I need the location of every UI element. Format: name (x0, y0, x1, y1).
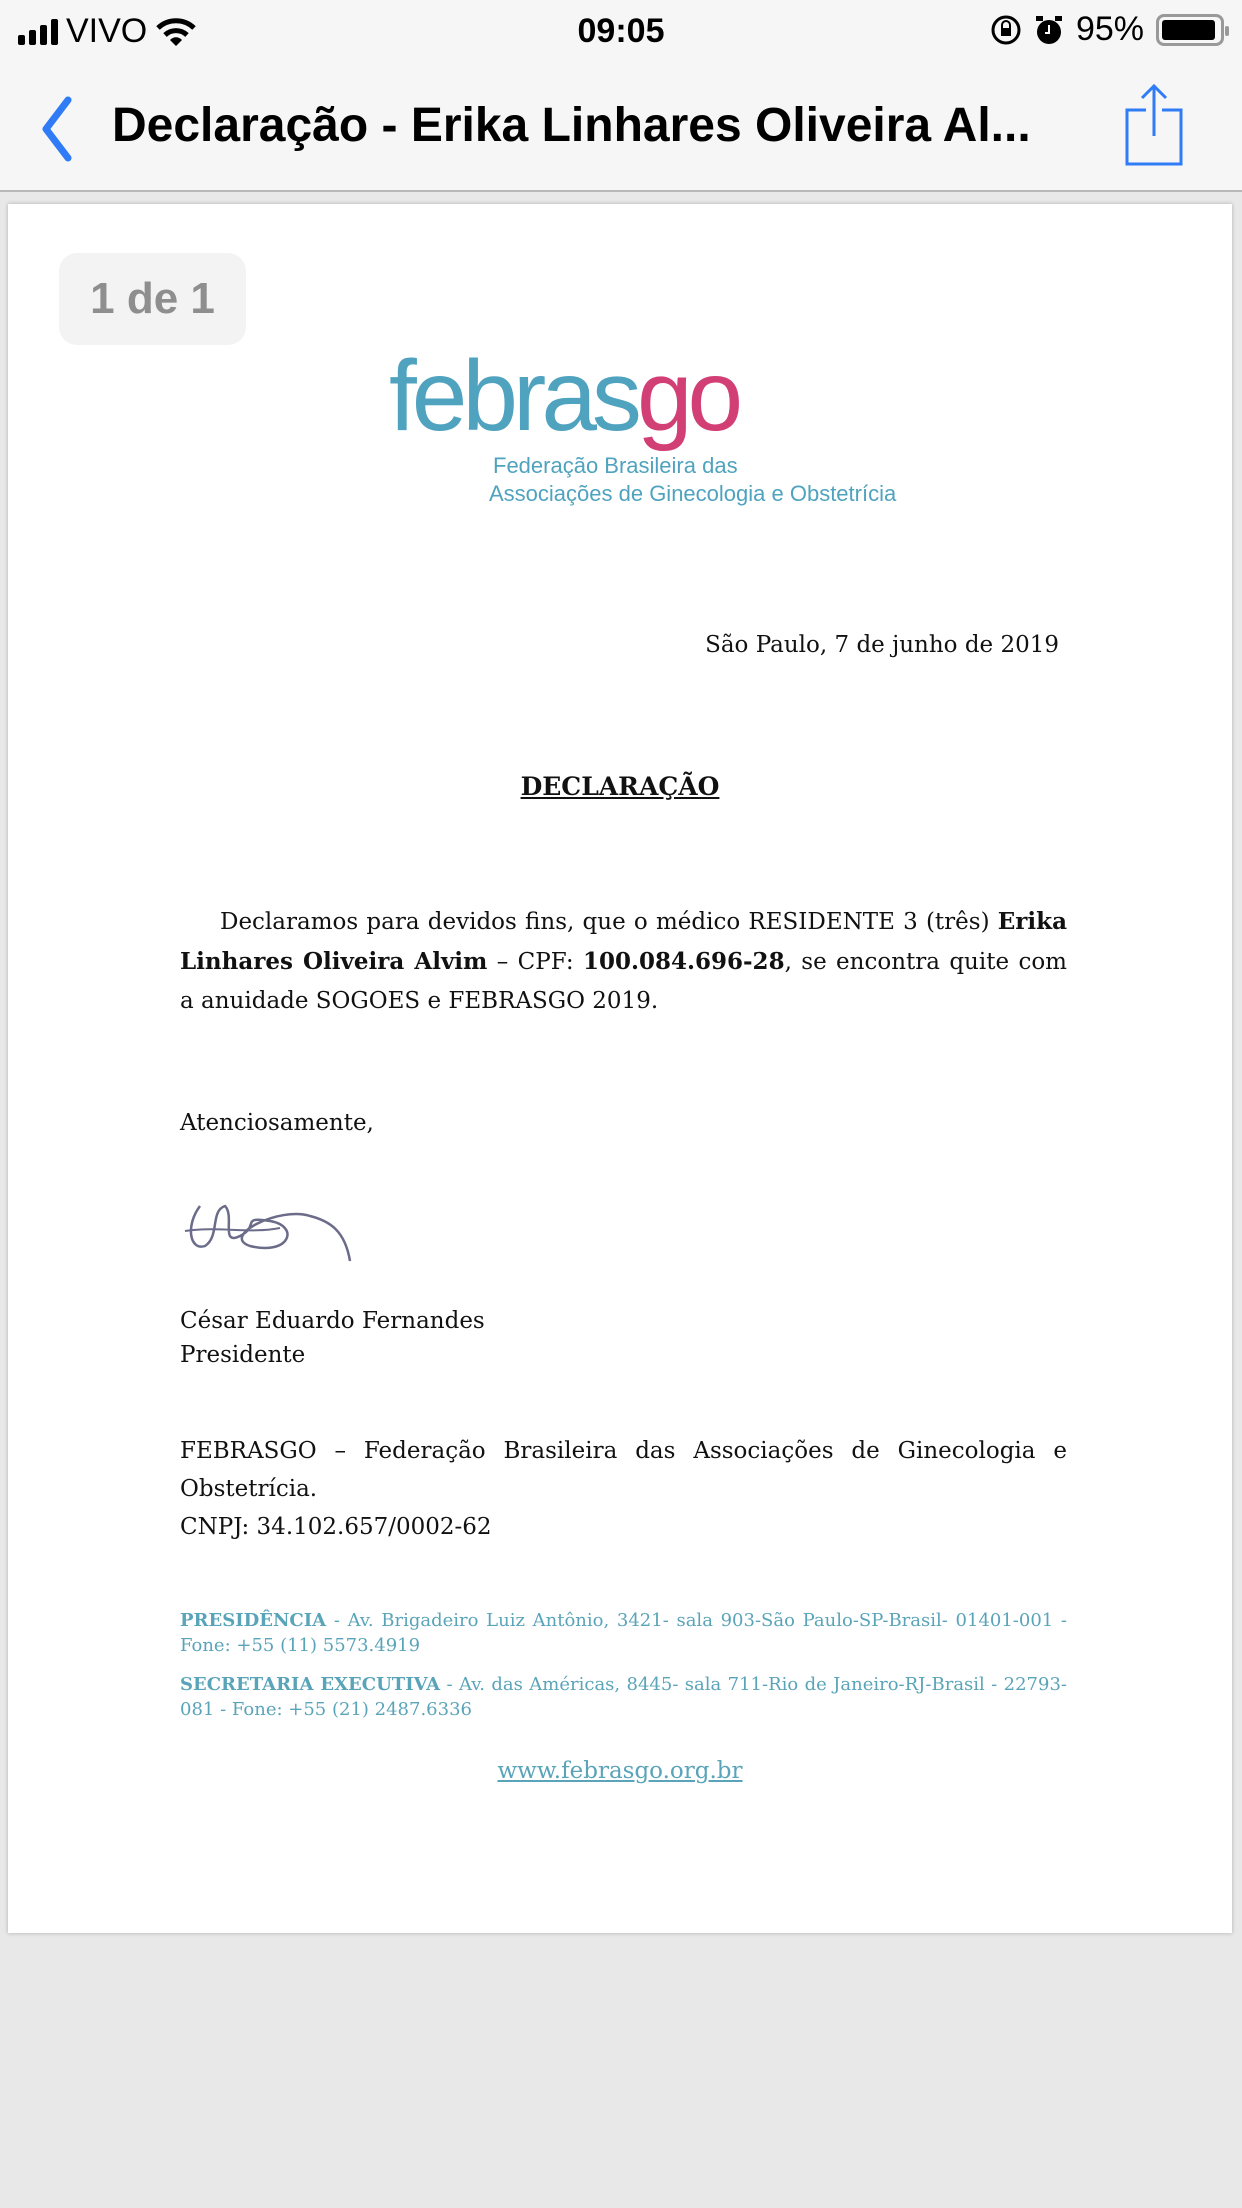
logo-wordmark-b: go (636, 340, 739, 452)
website-link[interactable]: www.febrasgo.org.br (497, 1758, 743, 1784)
navigation-bar (0, 80, 1242, 180)
febrasgo-logo (389, 340, 897, 508)
closing: Atenciosamente, (180, 1110, 374, 1136)
presidencia-text: - Av. Brigadeiro Luiz Antônio, 3421- sala 903-São Paulo-SP-Brasil- 01401-001 - Fone: +55 (11) 5573.4919 (180, 1610, 1067, 1656)
signature (180, 1176, 360, 1266)
secretaria-label: SECRETARIA EXECUTIVA (180, 1674, 441, 1695)
para-text: – CPF: (487, 949, 583, 975)
para-text: Declaramos para devidos fins, que o médico RESIDENTE 3 (três) (220, 909, 998, 935)
logo-wordmark-a: febras (389, 340, 637, 452)
share-icon[interactable] (1124, 80, 1184, 170)
clock: 09:05 (577, 12, 665, 50)
document-title: Declaração - Erika Linhares Oliveira Al... (112, 99, 1031, 152)
presidencia-address (180, 1608, 1067, 1658)
battery-percent: 95% (1075, 10, 1144, 48)
battery-icon (1156, 14, 1224, 46)
document-heading: DECLARAÇÃO (520, 772, 720, 801)
signer (180, 1304, 485, 1372)
logo-line-2: Associações de Ginecologia e Obstetrícia (489, 481, 897, 506)
organization-info (180, 1432, 1067, 1546)
cnpj: CNPJ: 34.102.657/0002-62 (180, 1514, 492, 1540)
document-date: São Paulo, 7 de junho de 2019 (705, 632, 1059, 658)
org-line: FEBRASGO – Federação Brasileira das Associações de Ginecologia e Obstetrícia. (180, 1438, 1067, 1502)
signer-role: Presidente (180, 1342, 306, 1368)
status-bar (0, 0, 1242, 62)
person-name: Erika Linhares Oliveira Alvim (180, 908, 1067, 975)
top-bar (0, 0, 1242, 192)
cpf-number: 100.084.696-28 (582, 948, 785, 975)
logo-wordmark (389, 340, 869, 452)
secretaria-address (180, 1672, 1067, 1722)
declaration-paragraph (180, 902, 1067, 1021)
pdf-page (8, 204, 1232, 1933)
back-chevron-icon[interactable] (34, 94, 84, 164)
page-indicator: 1 de 1 (59, 253, 246, 345)
alarm-icon (1034, 14, 1064, 46)
presidencia-label: PRESIDÊNCIA (180, 1610, 327, 1631)
carrier-label: VIVO (66, 12, 148, 50)
secretaria-text: - Av. das Américas, 8445- sala 711-Rio de Janeiro-RJ-Brasil - 22793-081 - Fone: +55 (21) 2487.6336 (180, 1674, 1067, 1720)
logo-line-1: Federação Brasileira das (493, 453, 738, 478)
para-text: , se encontra quite com a anuidade SOGOES e FEBRASGO 2019. (180, 949, 1067, 1014)
signer-name: César Eduardo Fernandes (180, 1308, 485, 1334)
rotation-lock-icon (990, 14, 1022, 46)
